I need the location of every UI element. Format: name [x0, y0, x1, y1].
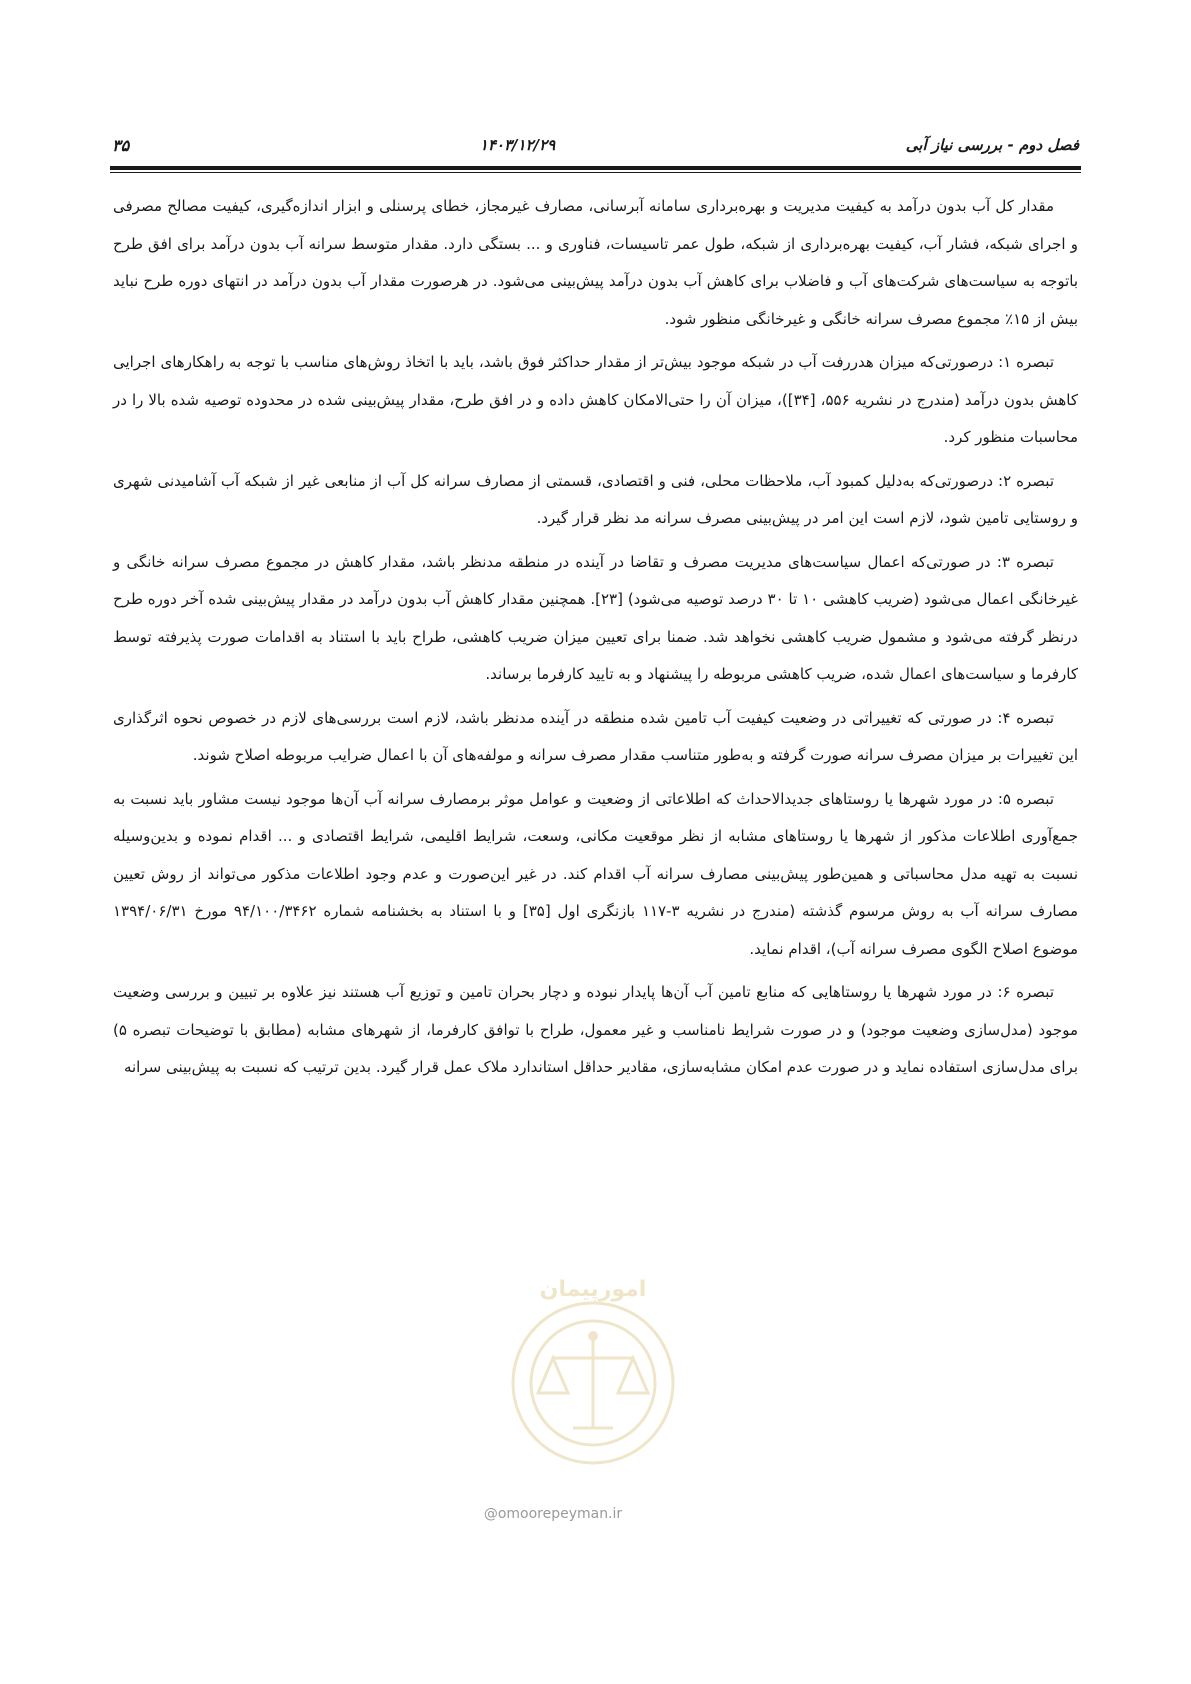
page-number: ۳۵ — [112, 135, 130, 155]
paragraph: تبصره ۲: درصورتی‌که به‌دلیل کمبود آب، ملاحظات محلی، فنی و اقتصادی، قسمتی از مصارف سرانه کل آب از منابعی غیر از شبکه آب آشامیدنی شهری و روستایی تامین شود، لازم است این امر در پیش‌بینی مصرف سرانه مد نظر قرار گیرد. — [113, 471, 1078, 527]
paragraph: مقدار کل آب بدون درآمد به کیفیت مدیریت و بهره‌برداری سامانه آبرسانی، مصارف غیرمجاز، خطای پرسنلی و ابزار اندازه‌گیری، کیفیت مصالح مصرفی و اجرای شبکه، فشار آب، کیفیت بهره‌برداری از شبکه، طول عمر تاسیسات، فناوری و ... بستگی دارد. مقدار متوسط سرانه آب بدون درآمد برای افق طرح باتوجه به سیاست‌های شرکت‌های آب و فاضلاب برای کاهش آب بدون درآمد پیش‌بینی می‌شود. در هرصورت مقدار آب بدون درآمد در انتهای دوره طرح نباید بیش از ۱۵٪ مجموع مصرف سرانه خانگی و غیرخانگی منظور شود. — [113, 197, 1078, 328]
paragraph: تبصره ۶: در مورد شهرها یا روستاهایی که منابع تامین آب آن‌ها پایدار نبوده و دچار بحران تامین و توزیع آب هستند نیز علاوه بر تبیین و بررسی وضعیت موجود (مدل‌سازی وضعیت موجود) و در صورت شرایط نامناسب و غیر معمول، طراح با توافق کارفرما، از شهرهای مشابه (مطابق با توضیحات تبصره ۵) برای مدل‌سازی استفاده نماید و در صورت عدم امکان مشابه‌سازی، مقادیر حداقل استاندارد ملاک عمل قرار گیرد. بدین ترتیب که نسبت به پیش‌بینی سرانه — [113, 983, 1078, 1076]
chapter-title: فصل دوم - بررسی نیاز آبی — [905, 136, 1079, 154]
header-date: ۱۴۰۳/۱۲/۲۹ — [479, 136, 556, 154]
paragraph: تبصره ۳: در صورتی‌که اعمال سیاست‌های مدیریت مصرف و تقاضا در آینده در منطقه مدنظر باشد، مقدار کاهش در مجموع مصرف سرانه خانگی و غیرخانگی اعمال می‌شود (ضریب کاهشی ۱۰ تا ۳۰ درصد توصیه می‌شود) [۲۳]. همچنین مقدار کاهش آب بدون درآمد در مقدار پیش‌بینی شده آخر دوره طرح درنظر گرفته می‌شود و مشمول ضریب کاهشی نخواهد شد. ضمنا برای تعیین میزان ضریب کاهشی، طراح باید با استناد به اقدامات صورت پذیرفته توسط کارفرما و سیاست‌های اعمال شده، ضریب کاهشی مربوطه را پیشنهاد و به تایید کارفرما برساند. — [113, 552, 1079, 683]
paragraph: تبصره ۱: درصورتی‌که میزان هدررفت آب در شبکه موجود بیش‌تر از مقدار حداکثر فوق باشد، باید با اتخاذ روش‌های مناسب با توجه به راهکارهای اجرایی کاهش بدون درآمد (مندرج در نشریه ۵۵۶، [۳۴])، میزان آن را حتی‌الامکان کاهش داده و در افق طرح، مقدار پیش‌بینی شده در محدوده توصیه شده بالا را در محاسبات منظور کرد. — [113, 353, 1078, 446]
paragraph: تبصره ۴: در صورتی که تغییراتی در وضعیت کیفیت آب تامین شده منطقه در آینده مدنظر باشد، لازم است بررسی‌های لازم در خصوص نحوه اثرگذاری این تغییرات بر میزان مصرف سرانه صورت گرفته و به‌طور متناسب مقدار مصرف سرانه و مولفه‌های آن با اعمال ضرایب مربوطه اصلاح شوند. — [113, 708, 1078, 764]
page-header — [112, 128, 1079, 162]
header-rule-thin — [110, 172, 1081, 173]
paragraph: تبصره ۵: در مورد شهرها یا روستاهای جدیدالاحداث که اطلاعاتی از وضعیت و عوامل موثر برمصارف سرانه آب آن‌ها موجود نیست مشاور باید نسبت به جمع‌آوری اطلاعات مذکور از شهرها یا روستاهای مشابه از نظر موقعیت مکانی، وسعت، شرایط اقلیمی، شرایط اقتصادی و ... اقدام نموده و بدین‌وسیله نسبت به تهیه مدل محاسباتی و همین‌طور پیش‌بینی مصارف سرانه آب اقدام کند. در غیر این‌صورت و عدم وجود اطلاعات مذکور می‌تواند از روش تعیین مصارف سرانه آب به روش مرسوم گذشته (مندرج در نشریه ۳-۱۱۷ بازنگری اول [۳۵] و با استناد به بخشنامه شماره ۹۴/۱۰۰/۳۴۶۲ مورخ ۱۳۹۴/۰۶/۳۱ موضوع اصلاح الگوی مصرف سرانه آب)، اقدام نماید. — [113, 789, 1078, 958]
body-text — [113, 188, 1078, 1093]
header-rule — [110, 166, 1081, 170]
watermark-logo — [478, 1268, 708, 1498]
watermark-url: @omoorepeyman.ir — [483, 1506, 623, 1522]
watermark-logo-text: امورپیمان — [539, 1277, 647, 1302]
